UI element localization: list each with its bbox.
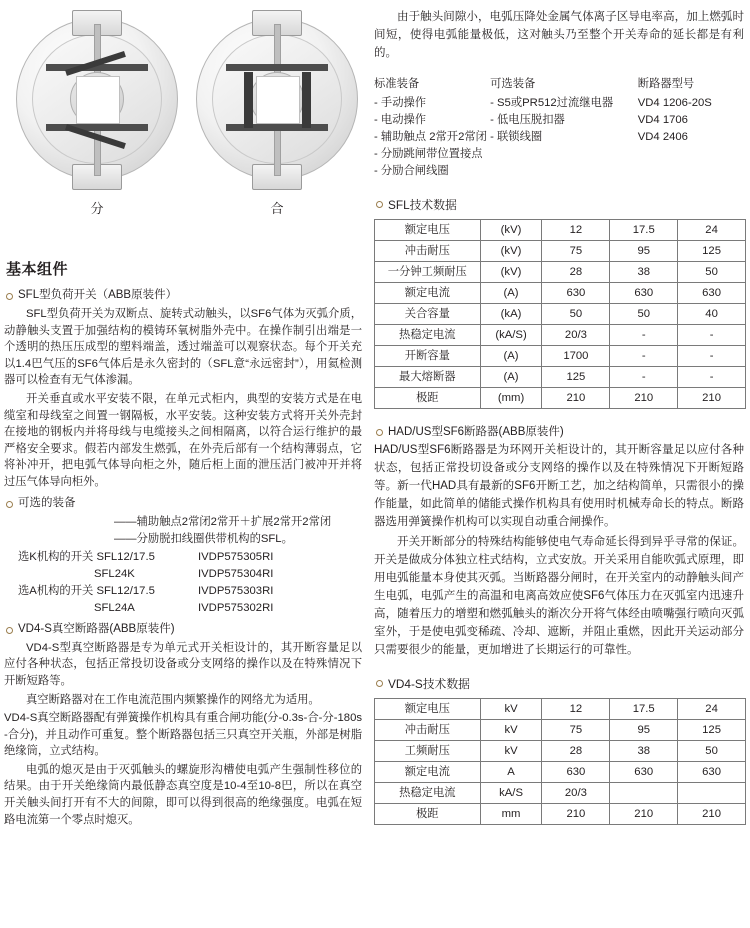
optional-equipment-item: - 联锁线圈: [490, 131, 543, 143]
optional-equipment-column: [490, 76, 638, 180]
optional-equipment-item: - 低电压脱扣器: [490, 114, 565, 126]
bullet-vd4s-breaker: VD4-S真空断路器(ABB原装件): [4, 621, 362, 638]
table-cell: [678, 783, 746, 804]
paragraph-arc-energy: 由于触头间隙小，电弧压降处金属气体离子区导电率高，加上燃弧时间短，使得电弧能量极低，这对触头乃至整个开关寿命的延长都是有利的。: [374, 11, 744, 59]
table-header-cell: 17.5: [610, 699, 678, 720]
bullet-sfl-switch: SFL型负荷开关（ABB原装件）: [4, 287, 362, 304]
table-cell: -: [610, 367, 678, 388]
table-cell: kV: [480, 741, 542, 762]
table-row: [375, 325, 746, 346]
standard-equipment-column: [374, 76, 490, 180]
optional-equipment-heading: 可选装备: [490, 78, 536, 90]
table-cell: mm: [480, 804, 542, 825]
caption-closed: 合: [270, 201, 284, 216]
table-cell: (A): [480, 367, 542, 388]
table-header-cell: 17.5: [610, 220, 678, 241]
insulation-block: [256, 76, 300, 124]
table-row: [375, 346, 746, 367]
switch-sfl24a-row: [4, 600, 362, 617]
left-column: [0, 0, 368, 928]
equipment-columns: [374, 76, 744, 180]
table-cell: 630: [678, 762, 746, 783]
table-row: [375, 699, 746, 720]
table-cell: 28: [542, 741, 610, 762]
vd4s-table-title: VD4-S技术数据: [374, 675, 744, 692]
switch-closed-diagram: [192, 12, 362, 216]
moving-contact-closed-left: [244, 72, 253, 128]
paragraph-vd4s-3: VD4-S真空断路器配有弹簧操作机构具有重合闸功能(分-0.3s-合-分-180s -合分)，并且动作可重复。整个断路器包括三只真空开关瓶，外部是树脂绝缘筒，立式结构。: [4, 712, 362, 758]
table-cell: 630: [542, 283, 610, 304]
standard-equipment-item: - 电动操作: [374, 114, 427, 126]
table-cell: 125: [542, 367, 610, 388]
table-cell: 极距: [375, 388, 481, 409]
table-cell: 75: [542, 241, 610, 262]
breaker-model-item: VD4 2406: [637, 131, 688, 143]
switch-sfl24k-code: IVDP575304RI: [198, 567, 274, 580]
paragraph-vd4s-1: VD4-S型真空断路器是专为单元式开关柜设计的，其开断容量足以应付各种状态，包括正常投切设备或分支网络的操作以及在特殊情况下开断短路等。: [4, 641, 362, 687]
paragraph-had-2: 开关开断部分的特殊结构能够使电气寿命延长得到异乎寻常的保证。开关是做成分体独立柱式结构，立式安放。开关采用自能吹弧式原理，即用电弧能量本身使其灭弧。当断路器分闸时，在开关室内的动静触头间产生电弧，电弧产生的高温和电离高效应使SF6气体压力在灭弧室内迅速升高，随着压力的增塑和燃弧触头的渐次分开将气体经由喷嘴强行喷向灭弧室外，于是使电弧变稀疏、冷却、遮断，并阻止重燃，因此开关运动部分只需要很少的能量，更加增进了长期运行的可靠性。: [374, 536, 744, 656]
table-cell: 最大熔断器: [375, 367, 481, 388]
table-cell: 210: [678, 804, 746, 825]
fixed-contact-upper: [226, 64, 328, 71]
table-cell: 50: [678, 262, 746, 283]
table-cell: 630: [678, 283, 746, 304]
table-cell: 50: [610, 304, 678, 325]
table-header-cell: 12: [542, 220, 610, 241]
table-cell: 38: [610, 741, 678, 762]
table-row: [375, 783, 746, 804]
optional-equipment-row-1: ——辅助触点2常闭2常开＋扩展2常开2常闭: [114, 515, 332, 528]
table-row: [375, 388, 746, 409]
table-cell: -: [610, 346, 678, 367]
table-cell: A: [480, 762, 542, 783]
table-row: [375, 262, 746, 283]
table-cell: 工频耐压: [375, 741, 481, 762]
table-cell: 210: [542, 388, 610, 409]
table-cell: 630: [542, 762, 610, 783]
table-cell: (A): [480, 346, 542, 367]
table-cell: (kV): [480, 241, 542, 262]
moving-contact-closed-right: [302, 72, 311, 128]
right-column: [374, 0, 750, 928]
table-row: [375, 220, 746, 241]
table-cell: 开断容量: [375, 346, 481, 367]
fixed-contact-lower: [226, 124, 328, 131]
table-cell: 50: [678, 741, 746, 762]
standard-equipment-heading: 标准装备: [374, 78, 420, 90]
table-header-cell: 24: [678, 220, 746, 241]
table-row: [375, 304, 746, 325]
switch-sfl24a-label: SFL24A: [94, 601, 135, 614]
optional-equipment-item: - S5或PR512过流继电器: [490, 97, 614, 109]
table-row: [375, 283, 746, 304]
switch-a-mechanism-row: [4, 583, 362, 600]
table-cell: 38: [610, 262, 678, 283]
sfl-table-title: SFL技术数据: [374, 196, 744, 213]
table-cell: 额定电流: [375, 283, 481, 304]
table-cell: [610, 783, 678, 804]
table-cell: 1700: [542, 346, 610, 367]
switch-a-mechanism-label: 选A机构的开关 SFL12/17.5: [18, 584, 155, 597]
drive-rod-bottom: [274, 124, 281, 176]
table-header-cell: 额定电压: [375, 220, 481, 241]
page-title: 基本组件: [6, 261, 69, 278]
paragraph-vd4s-4: 电弧的熄灭是由于灭弧触头的螺旋形沟槽使电弧产生强制性移位的结果。由于开关绝缘筒内最低静态真空度是10-4至10-8巴，所以在真空开关触头间打开有不大的间隙，即可以得到很高的绝缘强度。电弧在短路电流第一个零点时熄灭。: [4, 763, 362, 826]
table-cell: -: [610, 325, 678, 346]
table-header-cell: kV: [480, 699, 542, 720]
standard-equipment-item: - 辅助触点 2常开2常闭: [374, 131, 487, 143]
table-cell: kV: [480, 720, 542, 741]
table-row: [375, 367, 746, 388]
table-cell: 210: [678, 388, 746, 409]
table-row: [375, 762, 746, 783]
table-cell: 冲击耐压: [375, 241, 481, 262]
insulation-block: [76, 76, 120, 124]
breaker-model-column: [638, 76, 744, 180]
switch-closed-body: [192, 12, 362, 190]
table-cell: 95: [610, 720, 678, 741]
standard-equipment-item: - 分励跳闸带位置接点: [374, 148, 483, 160]
fixed-contact-lower: [46, 124, 148, 131]
table-cell: 210: [610, 804, 678, 825]
table-cell: -: [678, 367, 746, 388]
switch-sfl24a-code: IVDP575302RI: [198, 601, 274, 614]
drive-rod-bottom: [94, 124, 101, 176]
switch-a-mechanism-code: IVDP575303RI: [198, 584, 274, 597]
table-cell: -: [678, 325, 746, 346]
sfl-spec-table: [374, 219, 746, 409]
paragraph-vd4s-2: 真空断路器对在工作电流范围内频繁操作的网络尤为适用。: [26, 693, 320, 706]
table-cell: 630: [610, 762, 678, 783]
bullet-optional-equipment: 可选的装备: [4, 495, 362, 512]
had-us-heading: HAD/US型SF6断路器(ABB原装件): [374, 423, 744, 441]
breaker-model-heading: 断路器型号: [637, 78, 695, 90]
table-cell: 一分钟工频耐压: [375, 262, 481, 283]
table-cell: 额定电流: [375, 762, 481, 783]
table-cell: (mm): [480, 388, 542, 409]
caption-open: 分: [90, 201, 104, 216]
table-cell: 热稳定电流: [375, 325, 481, 346]
optional-equipment-row-2: ——分励脱扣线圈供带机构的SFL。: [114, 533, 293, 546]
table-cell: 210: [542, 804, 610, 825]
paragraph-sfl-1: SFL型负荷开关为双断点、旋转式动触头，以SF6气体为灭弧介质，动静触头支置于加强结构的模铸环氧树脂外壳中。在操作制引出端是一个透明的热压压成型的塑料端盖，透过端盖可以观察状态。每个开关充以1.4巴气压的SF6气体后是永久密封的（SFL意“永远密封”），用氦检测器可以检查有无气体渗漏。: [4, 308, 362, 387]
switch-open-body: [12, 12, 182, 190]
table-cell: 125: [678, 241, 746, 262]
table-cell: 20/3: [542, 783, 610, 804]
vd4s-spec-table: [374, 698, 746, 825]
table-cell: kA/S: [480, 783, 542, 804]
table-cell: -: [678, 346, 746, 367]
table-cell: (A): [480, 283, 542, 304]
table-cell: 冲击耐压: [375, 720, 481, 741]
switch-k-mechanism-row: [4, 549, 362, 566]
table-header-cell: 额定电压: [375, 699, 481, 720]
switch-figure: [4, 8, 364, 246]
table-cell: 20/3: [542, 325, 610, 346]
table-cell: 75: [542, 720, 610, 741]
switch-open-diagram: [12, 12, 182, 216]
table-row: [375, 241, 746, 262]
switch-k-mechanism-code: IVDP575305RI: [198, 550, 274, 563]
table-cell: 极距: [375, 804, 481, 825]
table-cell: 28: [542, 262, 610, 283]
paragraph-had-1: HAD/US型SF6断路器是为环网开关柜设计的，其开断容量足以应付各种状态，包括正常投切设备或分支网络的操作以及在特殊情况下开断短路等。新一代HAD具有最新的SF6开断工艺，加之结构简单，只需很小的操作能量，如此简单的储能式操作机构具有使用时机械寿命长的特点。断路器选用弹簧操作机构可以实现自动重合闸操作。: [374, 444, 744, 528]
table-cell: 125: [678, 720, 746, 741]
switch-sfl24k-label: SFL24K: [94, 567, 135, 580]
table-cell: 关合容量: [375, 304, 481, 325]
breaker-model-item: VD4 1706: [637, 114, 688, 126]
table-header-cell: 24: [678, 699, 746, 720]
table-header-cell: (kV): [480, 220, 542, 241]
switch-k-mechanism-label: 选K机构的开关 SFL12/17.5: [18, 550, 155, 563]
table-row: [375, 804, 746, 825]
table-cell: (kA): [480, 304, 542, 325]
table-cell: 50: [542, 304, 610, 325]
table-row: [375, 741, 746, 762]
switch-sfl24k-row: [4, 566, 362, 583]
table-cell: 95: [610, 241, 678, 262]
table-cell: 热稳定电流: [375, 783, 481, 804]
standard-equipment-item: - 手动操作: [374, 97, 427, 109]
table-row: [375, 720, 746, 741]
breaker-model-item: VD4 1206-20S: [637, 97, 712, 109]
table-cell: 210: [610, 388, 678, 409]
paragraph-sfl-2: 开关垂直或水平安装不限，在单元式柜内，典型的安装方式是在电缆室和母线室之间置一钢隔板，水平安装。这种安装方式将开关外壳封在接地的钢板内并将母线与电缆接头之间相隔离，以符合运行维护的最严格安全要求。假若内部发生燃弧，在外壳后部有一个结构薄弱点，它将补冲开，把电弧气体导向柜之外，随后柜上面的泄压活门被冲开并将过压气体导向柜外。: [4, 392, 362, 488]
standard-equipment-item: - 分励合闸线圈: [374, 165, 449, 177]
table-cell: 40: [678, 304, 746, 325]
table-cell: (kA/S): [480, 325, 542, 346]
table-header-cell: 12: [542, 699, 610, 720]
table-cell: (kV): [480, 262, 542, 283]
table-cell: 630: [610, 283, 678, 304]
